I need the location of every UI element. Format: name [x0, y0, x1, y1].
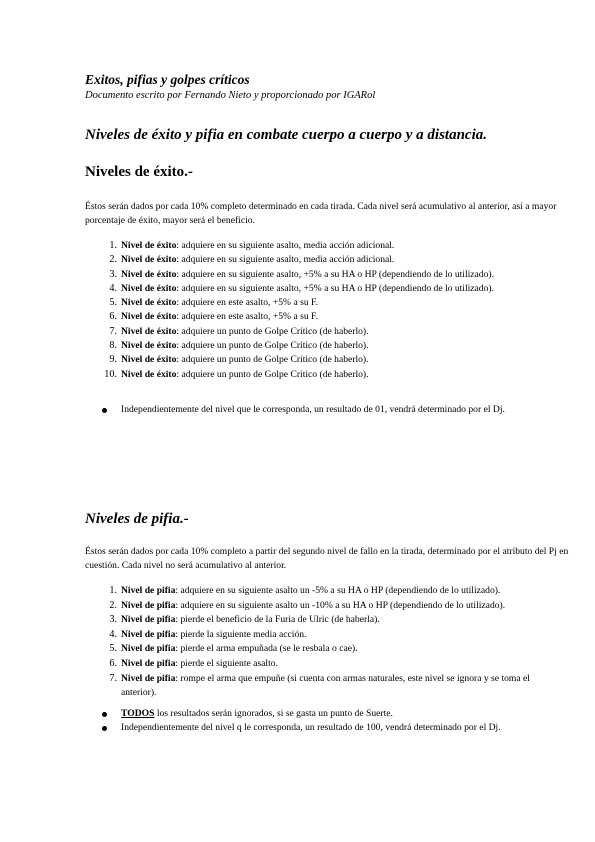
item-number: 8. [109, 340, 117, 352]
item-number: 4. [109, 282, 117, 294]
item-number: 6. [109, 311, 117, 323]
item-text: : adquiere en este asalto, +5% a su F. [176, 297, 318, 309]
item-text: : adquiere en su siguiente asalto, +5% a su HA o HP (dependiendo de lo utilizado). [176, 268, 494, 280]
item-number: 7. [109, 325, 117, 337]
list-item [85, 657, 561, 672]
exito-bullets [85, 403, 561, 417]
list-item [85, 628, 561, 643]
list-item [85, 296, 561, 310]
bullet-item [85, 403, 561, 417]
item-text: : adquiere un punto de Golpe Crítico (de haberlo). [176, 354, 369, 366]
item-number: 3. [109, 268, 117, 280]
bullet-emphasis: TODOS [121, 708, 155, 719]
item-label: Nivel de pifia [121, 643, 176, 655]
document-title: Exitos, pifias y golpes críticos [85, 72, 250, 87]
list-item [85, 339, 561, 353]
bullet-dot-icon [102, 712, 107, 717]
list-item [85, 584, 561, 599]
item-number: 2. [109, 254, 117, 266]
item-text: : pierde el arma empuñada (se le resbala o cae). [175, 643, 358, 655]
item-number: 7. [109, 672, 117, 684]
list-item [85, 672, 561, 701]
item-text: : rompe el arma que empuñe (si cuenta con armas naturales, este nivel se ignora y se toma el anterior). [121, 672, 530, 699]
item-text: : pierde la siguiente media acción. [175, 628, 307, 640]
item-label: Nivel de éxito [121, 354, 177, 366]
item-text: : adquiere en este asalto, +5% a su F. [176, 311, 318, 323]
exito-list [85, 239, 561, 382]
list-item [85, 353, 561, 367]
item-number: 6. [109, 657, 117, 669]
pifia-heading: Niveles de pifia.- [85, 511, 189, 527]
document-subtitle: Documento escrito por Fernando Nieto y proporcionado por IGARol [85, 90, 376, 101]
list-item [85, 613, 561, 628]
list-item [85, 239, 561, 253]
exito-intro: Éstos serán dados por cada 10% completo determinado en cada tirada. Cada nivel será acumulativo al anterior, así a mayor porcentaje de éxito, mayor será el beneficio. [85, 201, 557, 226]
bullet-text: Independientemente del nivel q le corresponda, un resultado de 100, vendrá determinado por el Dj. [121, 722, 501, 733]
item-label: Nivel de éxito [121, 254, 177, 266]
bullet-dot-icon [102, 726, 107, 731]
list-item [85, 325, 561, 339]
exito-heading: Niveles de éxito.- [85, 164, 193, 180]
item-text: : pierde el beneficio de la Furia de Ulric (de haberla). [175, 614, 380, 626]
item-text: : adquiere en su siguiente asalto un -5% a su HA o HP (dependiendo de lo utilizado). [175, 585, 501, 596]
item-text: : adquiere en su siguiente asalto, media acción adicional. [176, 254, 395, 266]
bullet-dot-icon [102, 408, 107, 413]
list-item [85, 282, 561, 296]
item-number: 1. [109, 240, 117, 251]
item-label: Nivel de pifia [121, 614, 176, 626]
item-label: Nivel de pifia [121, 628, 176, 640]
item-number: 4. [109, 628, 117, 640]
item-label: Nivel de éxito [121, 340, 177, 352]
bullet-text: los resultados serán ignorados, si se gasta un punto de Suerte. [154, 708, 393, 719]
pifia-intro: Éstos serán dados por cada 10% completo a partir del segundo nivel de fallo en la tirada, determinado por el atributo del Pj en cuestión. Cada nivel no será acumulativo al anterior. [85, 546, 569, 571]
item-label: Nivel de éxito [121, 268, 177, 280]
list-item [85, 368, 561, 382]
item-label: Nivel de éxito [121, 297, 177, 309]
item-text: : adquiere en su siguiente asalto un -10% a su HA o HP (dependiendo de lo utilizado). [175, 599, 506, 611]
list-item [85, 642, 561, 657]
bullet-item [85, 721, 561, 735]
item-number: 5. [109, 297, 117, 309]
list-item [85, 253, 561, 267]
item-text: : adquiere un punto de Golpe Crítico (de haberlo). [176, 368, 369, 380]
list-item [85, 268, 561, 282]
list-item [85, 310, 561, 324]
item-label: Nivel de pifia [121, 672, 176, 684]
item-text: : adquiere en su siguiente asalto, +5% a su HA o HP (dependiendo de lo utilizado). [176, 282, 494, 294]
item-text: : adquiere un punto de Golpe Crítico (de haberlo). [176, 340, 369, 352]
bullet-text: Independientemente del nivel que le corresponda, un resultado de 01, vendrá determinado por el Dj. [121, 404, 505, 415]
pifia-bullets [85, 707, 561, 735]
item-text: : pierde el siguiente asalto. [175, 657, 278, 669]
item-label: Nivel de éxito [121, 282, 177, 294]
item-label: Nivel de éxito [121, 240, 177, 251]
item-number: 9. [109, 354, 117, 366]
item-label: Nivel de éxito [121, 325, 177, 337]
list-item [85, 599, 561, 614]
item-label: Nivel de éxito [121, 311, 177, 323]
item-number: 1. [109, 585, 117, 596]
item-text: : adquiere un punto de Golpe Crítico (de haberlo). [176, 325, 369, 337]
item-label: Nivel de pifia [121, 657, 176, 669]
item-number: 3. [109, 614, 117, 626]
pifia-list [85, 584, 561, 701]
item-label: Nivel de pifia [121, 599, 176, 611]
item-number: 5. [109, 643, 117, 655]
bullet-item [85, 707, 561, 721]
item-number: 2. [109, 599, 117, 611]
item-number: 10. [104, 368, 117, 380]
item-label: Nivel de pifia [121, 585, 176, 596]
item-label: Nivel de éxito [121, 368, 177, 380]
section-title: Niveles de éxito y pifia en combate cuerpo a cuerpo y a distancia. [85, 127, 488, 143]
item-text: : adquiere en su siguiente asalto, media acción adicional. [176, 240, 395, 251]
